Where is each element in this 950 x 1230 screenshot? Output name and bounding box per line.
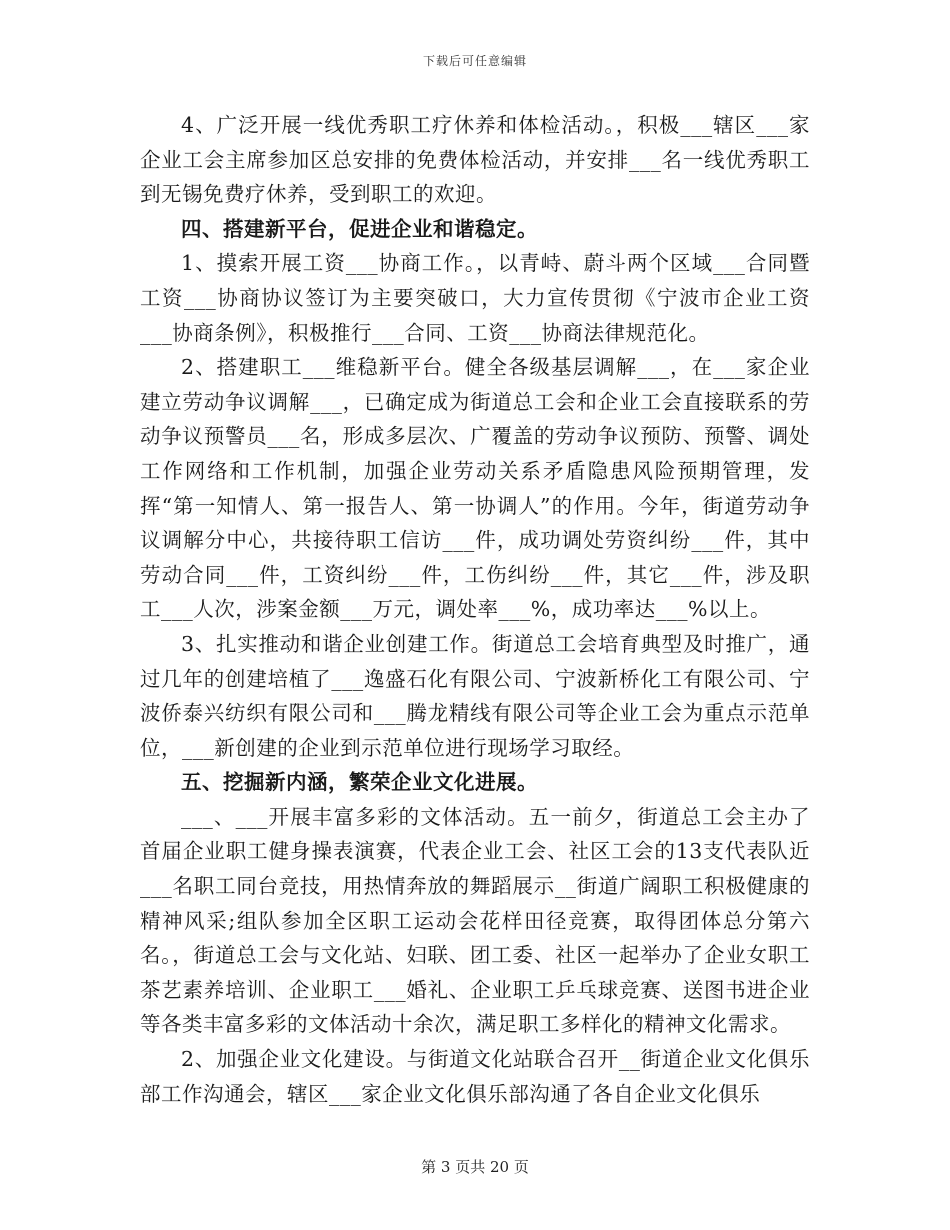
paragraph-stability-platform: 2、搭建职工___维稳新平台。健全各级基层调解___，在___家企业建立劳动争议调解___，已确定成为街道总工会和企业工会直接联系的劳动争议预警员___名，形成多层次、广覆盖的劳动争议预防、预警、调处工作网络和工作机制，加强企业劳动关系矛盾隐患风险预期管理，发挥“第一知情人、第一报告人、第一协调人”的作用。今年，街道劳动争议调解分中心，共接待职工信访___件，成功调处劳资纠纷___件，其中劳动合同___件，工资纠纷___件，工伤纠纷___件，其它___件，涉及职工___人次，涉案金额___万元，调处率___%，成功率达___%以上。 xyxy=(140,355,810,622)
section-heading-4: 四、搭建新平台，促进企业和谐稳定。 xyxy=(181,216,538,241)
page-number: 第 3 页共 20 页 xyxy=(421,1158,529,1176)
paragraph-wage-negotiation: 1、摸索开展工资___协商工作。，以青峙、蔚斗两个区域___合同暨工资___协商协议签订为主要突破口，大力宣传贯彻《宁波市企业工资___协商条例》，积极推行___合同、工资___协商法律规范化。 xyxy=(140,251,810,345)
paragraph-cultural-activities: ___、___开展丰富多彩的文体活动。五一前夕，街道总工会主办了首届企业职工健身操表演赛，代表企业工会、社区工会的13支代表队近___名职工同台竞技，用热情奔放的舞蹈展示__街道广阔职工积极健康的精神风采;组队参加全区职工运动会花样田径竞赛，取得团体总分第六名。，街道总工会与文化站、妇联、团工委、社区一起举办了企业女职工茶艺素养培训、企业职工___婚礼、企业职工乒乓球竞赛、送图书进企业等各类丰富多彩的文体活动十余次，满足职工多样化的精神文化需求。 xyxy=(140,804,810,1037)
paragraph-corporate-culture: 2、加强企业文化建设。与街道文化站联合召开__街道企业文化俱乐部工作沟通会，辖区___家企业文化俱乐部沟通了各自企业文化俱乐 xyxy=(140,1047,810,1106)
document-body xyxy=(140,108,810,1111)
paragraph-harmonious-enterprise: 3、扎实推动和谐企业创建工作。街道总工会培育典型及时推广，通过几年的创建培植了___逸盛石化有限公司、宁波新桥化工有限公司、宁波侨泰兴纺织有限公司和___腾龙精线有限公司等企业工会为重点示范单位，___新创建的企业到示范单位进行现场学习取经。 xyxy=(140,631,810,760)
paragraph-item-4: 4、广泛开展一线优秀职工疗休养和体检活动。，积极___辖区___家企业工会主席参加区总安排的免费体检活动，并安排___名一线优秀职工到无锡免费疗休养，受到职工的欢迎。 xyxy=(140,113,810,207)
section-heading-5: 五、挖掘新内涵，繁荣企业文化进展。 xyxy=(181,770,538,795)
header-note: 下载后可任意编辑 xyxy=(422,54,527,68)
